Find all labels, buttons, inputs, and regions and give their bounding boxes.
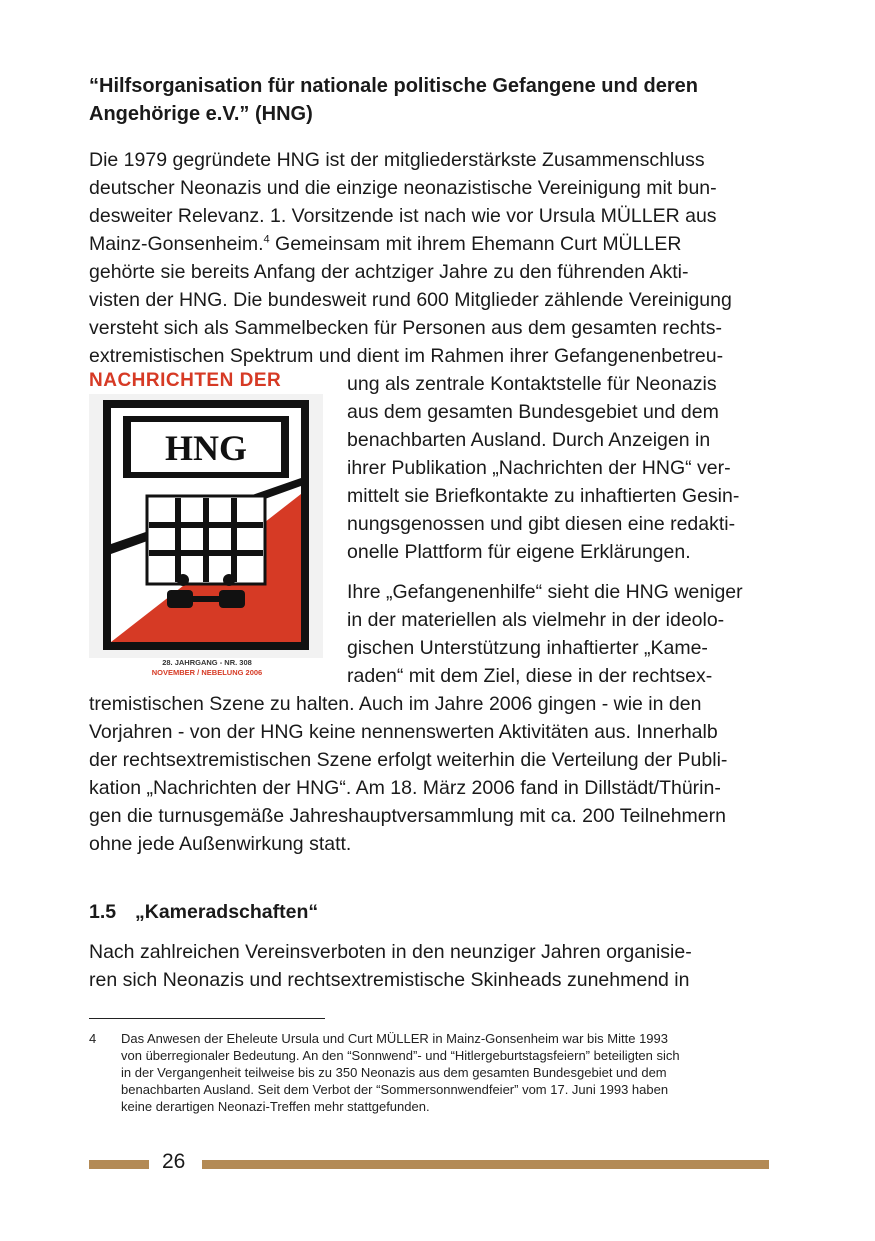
text-line: ohne jede Außenwirkung statt. xyxy=(89,833,352,855)
paragraph xyxy=(89,146,769,370)
cover-frame xyxy=(89,394,323,658)
paragraph xyxy=(347,370,769,566)
section-title: „Kameradschaften“ xyxy=(135,901,319,923)
text-line: ren sich Neonazis und rechtsextremistische Skinheads zunehmend in xyxy=(89,969,690,991)
text-line: gen die turnusgemäße Jahreshauptversammlung mit ca. 200 Teilnehmern xyxy=(89,805,726,827)
footnote-number: 4 xyxy=(89,1031,97,1046)
page-number: 26 xyxy=(162,1150,186,1173)
text-line: Ihre „Gefangenenhilfe“ sieht die HNG weniger xyxy=(347,581,743,603)
text-line: kation „Nachrichten der HNG“. Am 18. März 2006 fand in Dillstädt/Thürin- xyxy=(89,777,721,799)
text-line: aus dem gesamten Bundesgebiet und dem xyxy=(347,401,719,423)
text-line: nungsgenossen und gibt diesen eine redakti- xyxy=(347,513,736,535)
text-fragment: Mainz-Gonsenheim. xyxy=(89,233,264,255)
paragraph xyxy=(347,578,769,690)
text-line: in der materiellen als vielmehr in der ideolo- xyxy=(347,609,725,631)
emblem-text: HNG xyxy=(164,428,248,468)
text-line: tremistischen Szene zu halten. Auch im Jahre 2006 gingen - wie in den xyxy=(89,693,702,715)
text-line: benachbarten Ausland. Durch Anzeigen in xyxy=(347,429,711,451)
newsletter-cover-image xyxy=(89,370,325,682)
cover-issue: 28. JAHRGANG - NR. 308 xyxy=(162,658,252,667)
subsection-heading xyxy=(89,898,318,926)
footnote-divider xyxy=(89,1018,325,1019)
text-line: onelle Plattform für eigene Erklärungen. xyxy=(347,541,691,563)
text-line: gehörte sie bereits Anfang der achtziger Jahre zu den führenden Akti- xyxy=(89,261,689,283)
heading-line: Angehörige e.V.” (HNG) xyxy=(89,103,313,125)
text-line: deutscher Neonazis und die einzige neonazistische Vereinigung mit bun- xyxy=(89,177,717,199)
paragraph-continued xyxy=(89,690,769,858)
hng-emblem xyxy=(89,394,323,658)
footnote-line: von überregionaler Bedeutung. An den “Sonnwend”- und “Hitlergeburtstagsfeiern” beteiligten sich xyxy=(121,1048,680,1063)
footnote-line: keine derartigen Neonazi-Treffen mehr stattgefunden. xyxy=(121,1099,430,1114)
footnote-line: benachbarten Ausland. Seit dem Verbot der “Sommersonnwendfeier” vom 17. Juni 1993 haben xyxy=(121,1082,669,1097)
text-line: gischen Unterstützung inhaftierter „Kame- xyxy=(347,637,708,659)
footnote-line: Das Anwesen der Eheleute Ursula und Curt MÜLLER in Mainz-Gonsenheim war bis Mitte 1993 xyxy=(121,1031,668,1046)
text-line: der rechtsextremistischen Szene erfolgt weiterhin die Verteilung der Publi- xyxy=(89,749,728,771)
footnote-ref[interactable]: 4 xyxy=(263,233,270,246)
text-fragment: Gemeinsam mit ihrem Ehemann Curt MÜLLER xyxy=(269,233,682,255)
cover-date: NOVEMBER / NEBELUNG 2006 xyxy=(151,668,263,677)
text-line: Die 1979 gegründete HNG ist der mitgliederstärkste Zusammenschluss xyxy=(89,149,705,171)
footnote-text xyxy=(121,1030,769,1115)
footer-bar-right xyxy=(202,1160,769,1169)
footnote-line: in der Vergangenheit teilweise bis zu 350 Neonazis aus dem gesamten Bundesgebiet und dem xyxy=(121,1065,667,1080)
text-line: ung als zentrale Kontaktstelle für Neonazis xyxy=(347,373,717,395)
section-number: 1.5 xyxy=(89,901,117,923)
text-line xyxy=(89,230,769,258)
text-line: ihrer Publikation „Nachrichten der HNG“ ver- xyxy=(347,457,731,479)
cover-title: NACHRICHTEN DER xyxy=(89,370,282,391)
footer-bar-left xyxy=(89,1160,149,1169)
text-line: visten der HNG. Die bundesweit rund 600 Mitglieder zählende Vereinigung xyxy=(89,289,732,311)
text-line: desweiter Relevanz. 1. Vorsitzende ist nach wie vor Ursula MÜLLER aus xyxy=(89,205,717,227)
text-line: mittelt sie Briefkontakte zu inhaftierten Gesin- xyxy=(347,485,740,507)
section-heading xyxy=(89,72,769,128)
text-line: versteht sich als Sammelbecken für Personen aus dem gesamten rechts- xyxy=(89,317,722,339)
paragraph xyxy=(89,938,769,994)
text-line: Vorjahren - von der HNG keine nennenswerten Aktivitäten aus. Innerhalb xyxy=(89,721,718,743)
text-line: raden“ mit dem Ziel, diese in der rechtsex- xyxy=(347,665,713,687)
footnote xyxy=(89,1030,769,1115)
text-line: Nach zahlreichen Vereinsverboten in den neunziger Jahren organisie- xyxy=(89,941,692,963)
heading-line: “Hilfsorganisation für nationale politische Gefangene und deren xyxy=(89,75,698,97)
text-line: extremistischen Spektrum und dient im Rahmen ihrer Gefangenenbetreu- xyxy=(89,345,724,367)
